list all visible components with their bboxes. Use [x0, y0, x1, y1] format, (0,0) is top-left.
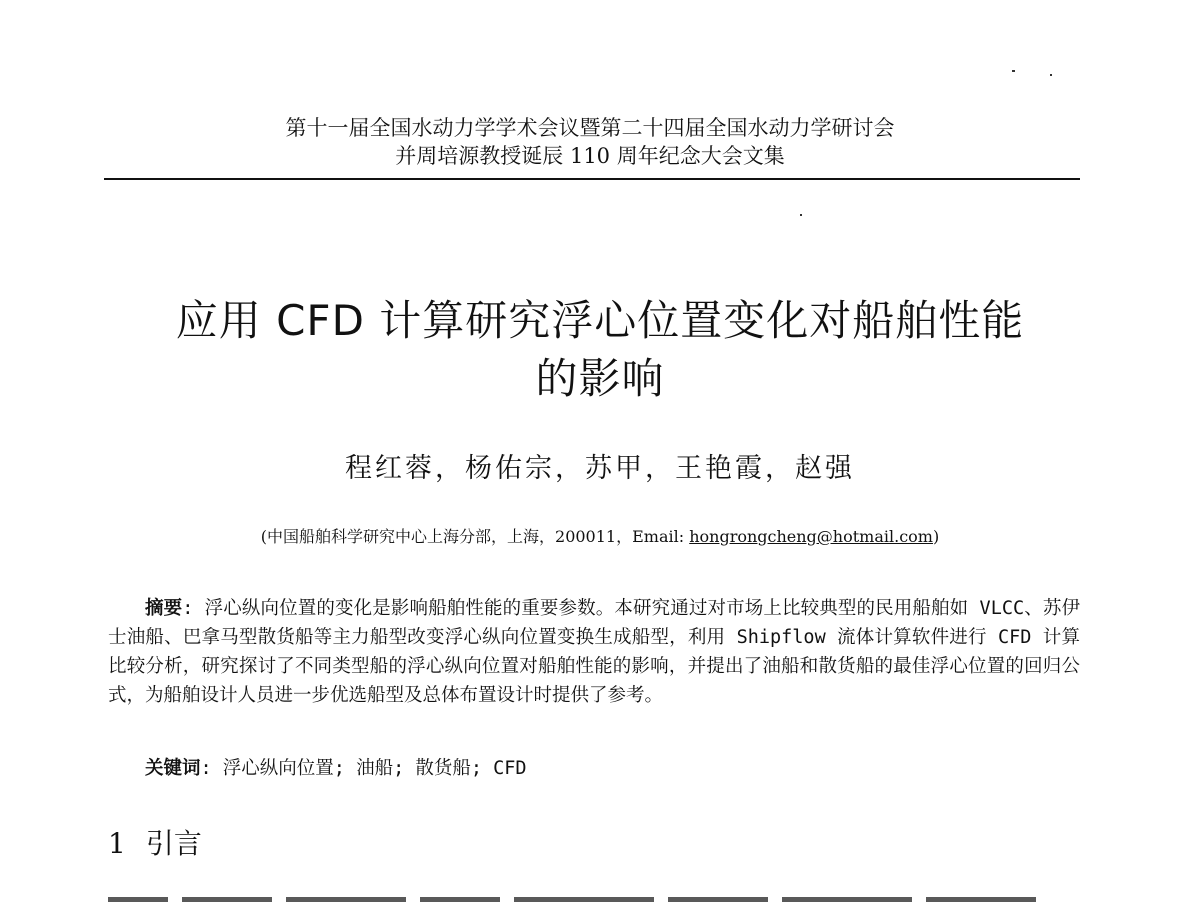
scan-speck	[1012, 70, 1015, 72]
affiliation-close: )	[932, 527, 940, 546]
abstract	[108, 594, 1080, 710]
proceedings-header	[100, 114, 1080, 170]
paper-title-line-2: 的影响	[535, 354, 665, 403]
abstract-text: : 浮心纵向位置的变化是影响船舶性能的重要参数。本研究通过对市场上比较典型的民用船舶如 VLCC、苏伊士油船、巴拿马型散货船等主力船型改变浮心纵向位置变换生成船型，利用 Shipflow 流体计算软件进行 CFD 计算比较分析，研究探讨了不同类型船的浮心纵向位置对船舶性能的影响，并提出了油船和散货船的最佳浮心位置的回归公式，为船舶设计人员进一步优选船型及总体布置设计时提供了参考。	[108, 598, 1080, 706]
section-title: 引言	[145, 827, 202, 860]
paper-title-line-1: 应用 CFD 计算研究浮心位置变化对船舶性能	[175, 296, 1025, 345]
author-list: 程红蓉，杨佑宗，苏甲，王艳霞，赵强	[345, 453, 855, 484]
keywords-text: : 浮心纵向位置; 油船; 散货船; CFD	[200, 758, 527, 779]
keywords	[108, 754, 1080, 783]
proceedings-header-line-1: 第十一届全国水动力学学术会议暨第二十四届全国水动力学研讨会	[285, 116, 895, 140]
section-heading	[108, 826, 202, 862]
abstract-paragraph	[108, 594, 1080, 710]
section-number: 1	[108, 827, 126, 860]
scan-speck	[800, 214, 802, 216]
paper-title	[60, 292, 1140, 408]
header-rule	[104, 178, 1080, 180]
keywords-label: 关键词	[145, 758, 201, 779]
affiliation	[100, 526, 1100, 548]
author-email-link[interactable]: hongrongcheng@hotmail.com	[689, 527, 933, 546]
affiliation-text: (中国船舶科学研究中心上海分部，上海，200011，Email:	[260, 527, 690, 546]
abstract-label: 摘要	[145, 598, 183, 619]
proceedings-header-line-2: 并周培源教授诞辰 110 周年纪念大会文集	[395, 144, 785, 168]
cut-off-text-line	[108, 892, 1080, 902]
scan-speck	[1050, 74, 1052, 76]
